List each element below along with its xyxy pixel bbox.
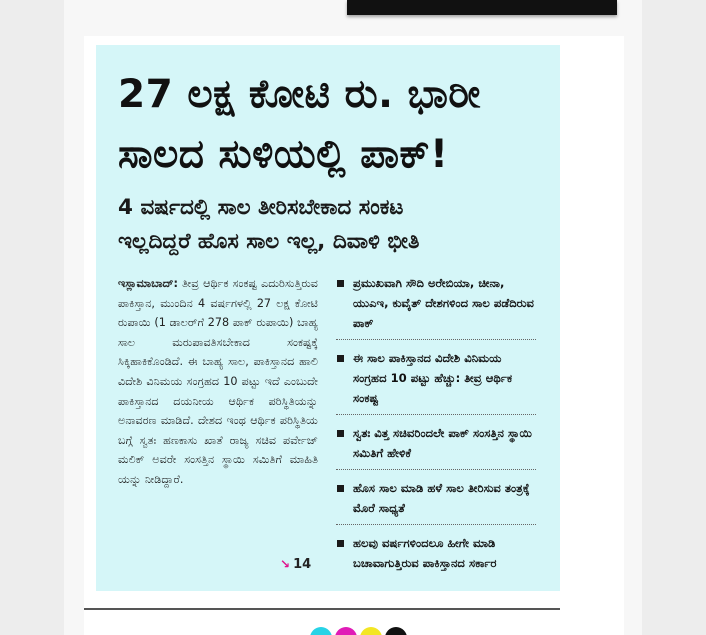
headline [118,65,548,185]
news-clipping [96,45,560,591]
article-text: ತೀವ್ರ ಆರ್ಥಿಕ ಸಂಕಷ್ಟ ಎದುರಿಸುತ್ತಿರುವ ಪಾಕಿಸ್ತಾನ, ಮುಂದಿನ 4 ವರ್ಷಗಳಲ್ಲಿ 27 ಲಕ್ಷ ಕೋಟಿ ರುಪಾಯಿ (1 ಡಾಲರ್‌ಗೆ 278 ಪಾಕ್ ರುಪಾಯಿ) ಬಾಹ್ಯ ಸಾಲ ಮರುಪಾವತಿಸಬೇಕಾದ ಸಂಕಷ್ಟಕ್ಕೆ ಸಿಕ್ಕಿಹಾಕಿಕೊಂಡಿದೆ. ಈ ಬಾಹ್ಯ ಸಾಲ, ಪಾಕಿಸ್ತಾನದ ಹಾಲಿ ವಿದೇಶಿ ವಿನಿಮಯ ಸಂಗ್ರಹದ 10 ಪಟ್ಟು ಇದೆ ಎಂಬುದೇ ಪಾಕಿಸ್ತಾನದ ದಯನೀಯ ಆರ್ಥಿಕ ಪರಿಸ್ಥಿತಿಯನ್ನು ಅನಾವರಣ ಮಾಡಿದೆ. ದೇಶದ ಇಂಥ ಆರ್ಥಿಕ ಪರಿಸ್ಥಿತಿಯ ಬಗ್ಗೆ ಸ್ವತಃ ಹಣಕಾಸು ಖಾತೆ ರಾಜ್ಯ ಸಚಿವ ಪರ್ವೇಜ್ ಮಲಿಕ್ ಅವರೇ ಸಂಸತ್ತಿನ ಸ್ಥಾಯಿ ಸಮಿತಿಗೆ ಮಾಹಿತಿ ಯನ್ನು ನೀಡಿದ್ದಾರೆ. [118,277,318,486]
subheadline-line-1: 4 ವರ್ಷದಲ್ಲಿ ಸಾಲ ತೀರಿಸಬೇಕಾದ ಸಂಕಟ [118,195,404,220]
subheadline-line-2: ಇಲ್ಲದಿದ್ದರೆ ಹೊಸ ಸಾಲ ಇಲ್ಲ, ದಿವಾಳಿ ಭೀತಿ [118,229,420,254]
continued-page-ref[interactable] [280,557,311,572]
headline-line-2: ಸಾಲದ ಸುಳಿಯಲ್ಲಿ ಪಾಕ್! [118,132,449,177]
subheadline [118,191,548,259]
highlight-text: ಈ ಸಾಲ ಪಾಕಿಸ್ತಾನದ ವಿದೇಶಿ ವಿನಿಮಯ ಸಂಗ್ರಹದ 10 ಪಟ್ಟು ಹೆಚ್ಚು: ತೀವ್ರ ಆರ್ಥಿಕ ಸಂಕಷ್ಟ [353,351,513,405]
bullet-square-icon [337,430,344,437]
page-number: 14 [293,557,312,572]
highlight-text: ಹೊಸ ಸಾಲ ಮಾಡಿ ಹಳೆ ಸಾಲ ತೀರಿಸುವ ತಂತ್ರಕ್ಕೆ ಮೊರೆ ಸಾಧ್ಯತೆ [353,481,530,515]
highlights-list [336,273,536,587]
top-masthead-strip [347,0,617,15]
dateline: ಇಸ್ಲಾಮಾಬಾದ್: [118,277,178,290]
highlight-item [336,273,536,340]
headline-line-1: 27 ಲಕ್ಷ ಕೋಟಿ ರು. ಭಾರೀ [118,72,481,117]
bullet-square-icon [337,540,344,547]
highlight-item [336,478,536,525]
highlight-item [336,348,536,415]
highlight-text: ಸ್ವತಃ ವಿತ್ತ ಸಚಿವರಿಂದಲೇ ಪಾಕ್ ಸಂಸತ್ತಿನ ಸ್ಥಾಯಿ ಸಮಿತಿಗೆ ಹೇಳಿಕೆ [353,426,532,460]
article-body [118,274,318,490]
bullet-square-icon [337,280,344,287]
highlight-text: ಹಲವು ವರ್ಷಗಳಿಂದಲೂ ಹೀಗೇ ಮಾಡಿ ಬಚಾವಾಗುತ್ತಿರುವ ಪಾಕಿಸ್ತಾನದ ಸರ್ಕಾರ [353,536,497,570]
highlight-item [336,533,536,579]
highlight-text: ಪ್ರಮುಖವಾಗಿ ಸೌದಿ ಅರೇಬಿಯಾ, ಚೀನಾ, ಯುಎಇ, ಕುವೈತ್ ದೇಶಗಳಿಂದ ಸಾಲ ಪಡೆದಿರುವ ಪಾಕ್ [353,276,534,330]
bullet-square-icon [337,355,344,362]
column-divider-rule [84,608,560,610]
highlight-item [336,423,536,470]
bullet-square-icon [337,485,344,492]
arrow-icon: ↘ [280,557,291,571]
